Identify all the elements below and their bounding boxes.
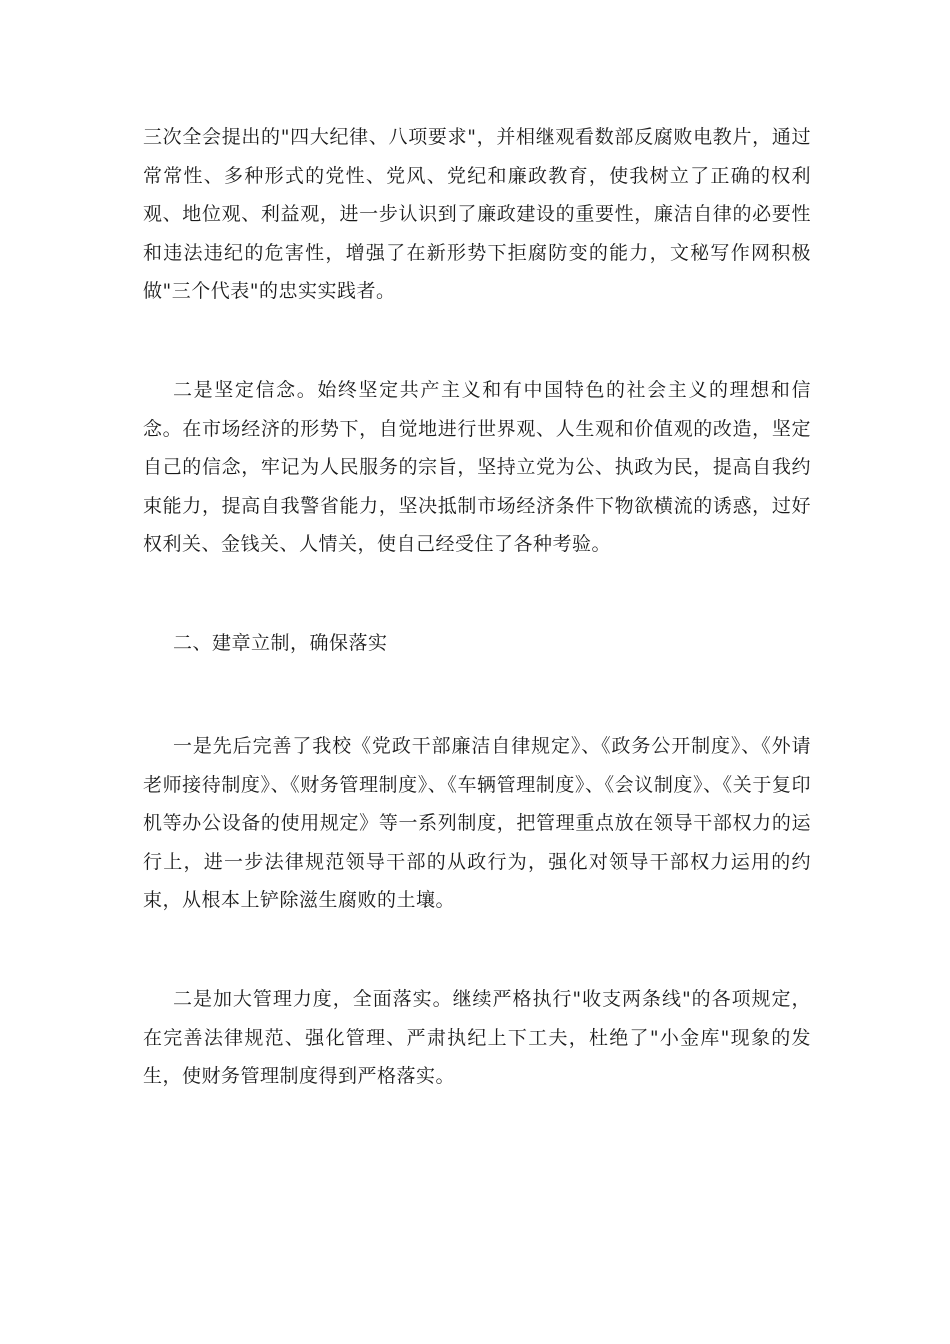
body-paragraph: 二是加大管理力度，全面落实。继续严格执行"收支两条线"的各项规定，在完善法律规范、强化管理、严肃执纪上下工夫，杜绝了"小金库"现象的发生，使财务管理制度得到严格落实。 xyxy=(143,988,811,1087)
section-heading: 二、建章立制，确保落实 xyxy=(173,632,388,654)
body-paragraph: 一是先后完善了我校《党政干部廉洁自律规定》、《政务公开制度》、《外请老师接待制度》、《财务管理制度》、《车辆管理制度》、《会议制度》、《关于复印机等办公设备的使用规定》等一系列制度，把管理重点放在领导干部权力的运行上，进一步法律规范领导干部的从政行为，强化对领导干部权力运用的约束，从根本上铲除滋生腐败的土壤。 xyxy=(143,735,811,911)
body-paragraph: 三次全会提出的"四大纪律、八项要求"，并相继观看数部反腐败电教片，通过常常性、多种形式的党性、党风、党纪和廉政教育，使我树立了正确的权利观、地位观、利益观，进一步认识到了廉政建设的重要性，廉洁自律的必要性和违法违纪的危害性，增强了在新形势下拒腐防变的能力，文秘写作网积极做"三个代表"的忠实实践者。 xyxy=(143,126,811,302)
body-paragraph: 二是坚定信念。始终坚定共产主义和有中国特色的社会主义的理想和信念。在市场经济的形势下，自觉地进行世界观、人生观和价值观的改造，坚定自己的信念，牢记为人民服务的宗旨，坚持立党为公、执政为民，提高自我约束能力，提高自我警省能力，坚决抵制市场经济条件下物欲横流的诱惑，过好权利关、金钱关、人情关，使自己经受住了各种考验。 xyxy=(143,379,811,555)
